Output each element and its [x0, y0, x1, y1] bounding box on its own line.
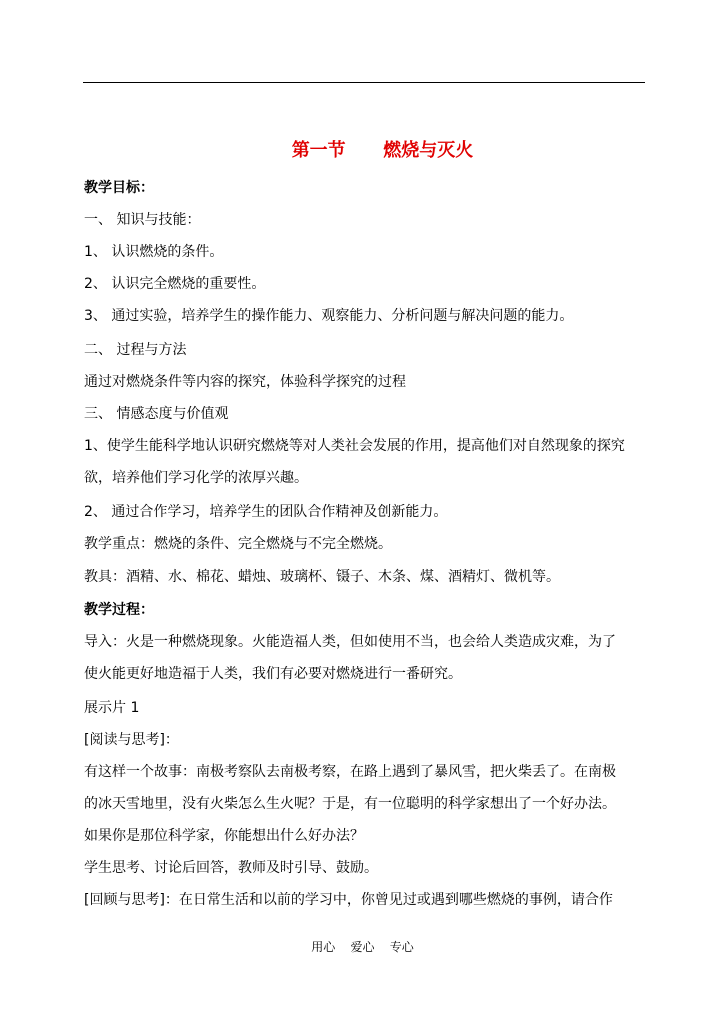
- section-heading-teaching-process: 教学过程：: [84, 602, 154, 618]
- section-heading-teaching-goals: 教学目标：: [84, 180, 154, 196]
- paragraph: 欲，培养他们学习化学的浓厚兴趣。: [84, 470, 308, 486]
- paragraph: 的冰天雪地里，没有火柴怎么生火呢？于是，有一位聪明的科学家想出了一个好办法。: [84, 796, 616, 812]
- paragraph: 使火能更好地造福于人类，我们有必要对燃烧进行一番研究。: [84, 666, 462, 682]
- page-footer: 用心 爱心 专心: [311, 940, 414, 954]
- paragraph: 展示片 1: [84, 700, 140, 716]
- paragraph: 教具：酒精、水、棉花、蜡烛、玻璃杯、镊子、木条、煤、酒精灯、微机等。: [84, 569, 560, 585]
- document-title: 第一节 燃烧与灭火: [291, 140, 474, 161]
- paragraph: 一、 知识与技能：: [84, 212, 201, 228]
- paragraph: 通过对燃烧条件等内容的探究，体验科学探究的过程: [84, 374, 406, 390]
- paragraph: 如果你是那位科学家，你能想出什么好办法？: [84, 828, 364, 844]
- paragraph: 2、 通过合作学习，培养学生的团队合作精神及创新能力。: [84, 504, 448, 520]
- paragraph: 3、 通过实验，培养学生的操作能力、观察能力、分析问题与解决问题的能力。: [84, 308, 574, 324]
- paragraph: 二、 过程与方法: [84, 342, 187, 358]
- paragraph: 学生思考、讨论后回答，教师及时引导、鼓励。: [84, 860, 378, 876]
- paragraph: 教学重点：燃烧的条件、完全燃烧与不完全燃烧。: [84, 536, 392, 552]
- paragraph: 导入：火是一种燃烧现象。火能造福人类，但如使用不当，也会给人类造成灾难，为了: [84, 634, 616, 650]
- paragraph: [回顾与思考]：在日常生活和以前的学习中，你曾见过或遇到哪些燃烧的事例，请合作: [84, 892, 613, 908]
- paragraph: 1、使学生能科学地认识研究燃烧等对人类社会发展的作用，提高他们对自然现象的探究: [84, 438, 625, 454]
- paragraph: 三、 情感态度与价值观: [84, 406, 229, 422]
- paragraph: [阅读与思考]：: [84, 732, 179, 748]
- header-rule: [83, 82, 645, 83]
- paragraph: 1、 认识燃烧的条件。: [84, 244, 224, 260]
- paragraph: 2、 认识完全燃烧的重要性。: [84, 276, 266, 292]
- paragraph: 有这样一个故事：南极考察队去南极考察，在路上遇到了暴风雪，把火柴丢了。在南极: [84, 764, 616, 780]
